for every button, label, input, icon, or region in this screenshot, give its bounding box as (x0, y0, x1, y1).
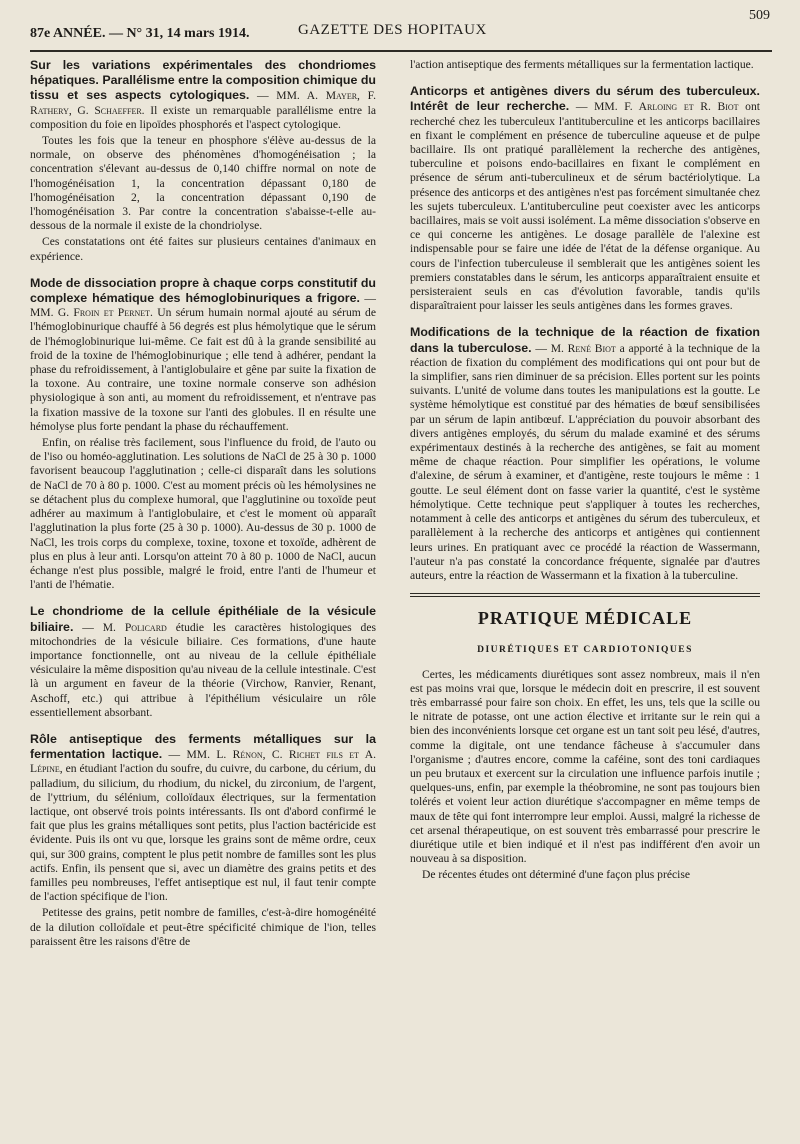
issue-line: 87e ANNÉE. — N° 31, 14 mars 1914. (30, 26, 250, 41)
author-dash: — (359, 292, 376, 306)
article-text: Il existe un remarquable parallélisme entre la composition du foie en lipoïdes phosphorés et l'aspect cytologique. (30, 103, 376, 131)
article-block (410, 84, 760, 313)
article-title: Mode de dissociation propre à chaque corps constitutif du complexe hématique des hémoglobinuriques a frigore. (30, 275, 376, 306)
paragraph: l'action antiseptique des ferments métalliques sur la fermentation lactique. (410, 58, 754, 71)
journal-title: GAZETTE DES HOPITAUX (298, 22, 487, 38)
author-dash: — (73, 620, 103, 634)
article-title: Modifications de la technique de la réaction de fixation dans la tuberculose. (410, 325, 760, 355)
page-number: 509 (749, 8, 770, 23)
paragraph: Ces constatations ont été faites sur plusieurs centaines d'animaux en expérience. (30, 235, 376, 263)
article-spacer (30, 266, 376, 276)
article-spacer (30, 722, 376, 732)
right-column (410, 58, 760, 885)
article-spacer (410, 74, 760, 84)
article-block (30, 276, 376, 434)
article-authors: M. Policard (102, 620, 167, 634)
paragraph: Certes, les médicaments diurétiques sont assez nombreux, mais il n'en est pas moins vrai que, lorsque le médecin doit en prescrire, il est souvent très embarrassé pour faire son choix. En effet, les uns, tels que la scille ou le nitrate de potasse, ont une action élective et irritante sur le rein qui a bien des inconvénients lorsque cet organe est un tant soit peu lésé, d'autres, comme la digitale, ont une tendance fâcheuse à s'accumuler dans l'organisme ; d'autres encore, comme la caféine, sont des toni cardiaques un peu brutaux et exercent sur la circulation une influence parfois inutile ; quelques-uns, enfin, par exemple la théobromine, ne sont pas toujours bien tolérés et voient leur action diurétique s'accompagner en même temps de maux de tête qui font interrompre leur emploi. Aussi, malgré la richesse de cet arsenal thérapeutique, on est souvent très embarrassé pour prescrire le diurétique utile et bien indiqué et il n'est pas indifférent d'en avoir un nouveau à sa disposition. (410, 667, 760, 866)
author-dash: — (531, 341, 551, 355)
paragraph: Petitesse des grains, petit nombre de familles, c'est-à-dire homogénéité de la dilution colloïdale et peut-être spécificité chimique de l'ion, telles paraissent être les raisons d'être de (30, 906, 376, 948)
article-text: en étudiant l'action du soufre, du cuivre, du carbone, du cérium, du palladium, du silicium, du rhodium, du nickel, du zirconium, de l'argent, de l'yttrium, du sélénium, colloïdaux électriques, sur la fermentation lactique, ont observé trois points intéressants. Ils ont d'abord confirmé le fait que plus les grains métalliques sont petits, plus l'action bactéricide est évidente. Puis ils ont vu que, lorsque les grains sont de même ordre, ceux qui, sur 300 grains, comptent le plus petit nombre de familles sont les plus actifs. Enfin, ils pensent que si, avec un diamètre des grains petits et des familles peu nombreuses, l'effet antiseptique est nul, il faut tenir compte de l'action spécifique de l'ion. (30, 762, 376, 904)
article-text: ont recherché chez les tuberculeux l'antituberculine et les anticorps bacillaires en fixant le complément en présence de tuberculine aqueuse et de pulpe bacillaire. Ils ont pratiqué parallèlement la recherche des antigènes, tuberculine et poisons endo-bacillaires en fixant le complément en présence de sérum anti-tuberculineux et de sérum bactériolytique. La présence des anticorps et des antigènes n'est pas forcément simultanée chez les sujets tuberculeux. L'antituberculine peut coexister avec les anticorps bacillaires, mais se voit aussi isolément. La même dissociation s'observe en ce qui concerne les antigènes. Le dosage parallèle de l'alexine est indispensable pour se faire une idée de l'état de la défense organique. Au cours de l'infection tuberculeuse il semblerait que les antigènes soient les premiers constatables dans le sérum, les anticorps apparaîtraient ensuite et persisteraient seuls en cas d'évolution favorable, tandis qu'ils disparaîtraient pour laisser les seuls antigènes dans les formes graves. (410, 100, 760, 313)
article-authors: MM. G. Froin et Pernet. (30, 306, 153, 320)
left-column (30, 58, 376, 951)
article-authors: MM. L. Rénon, C. Richet fils et A. Lépine, (30, 748, 377, 776)
author-dash: — (249, 89, 277, 103)
article-spacer (30, 594, 376, 604)
section-divider (410, 593, 760, 597)
subsection-title: DIURÉTIQUES ET CARDIOTONIQUES (477, 645, 693, 656)
article-authors: MM. F. Arloing et R. Biot (594, 100, 739, 114)
paragraph: Enfin, on réalise très facilement, sous l'influence du froid, de l'auto ou de l'iso ou homéo-agglutination. Les solutions de NaCl de 25 à 30 p. 1000 favorisent beaucoup l'agglutination ; celle-ci disparaît dans les solutions de NaCl de 70 à 80 p. 1000. C'est au moment précis où les hémolysines ne se détachent plus du complexe humoral, que l'agglutinine ou toxoïde peut adhérer au maximum à l'antiglobulaire, et c'est le moment où apparaît l'agglutination la plus forte (25 à 30 p. 1000). Au-dessus de 30 p. 1000 de NaCl, les trois corps du complexe, toxine, toxone et toxoïde, adhèrent de plus en plus à leur anti. Lorsqu'on atteint 70 à 80 p. 1000 de NaCl, aucun échange n'est plus possible, malgré le froid, entre l'anti de l'humeur et l'anti de l'hématie. (30, 436, 376, 592)
page-header (30, 8, 770, 42)
article-title: Le chondriome de la cellule épithéliale de la vésicule biliaire. (30, 604, 376, 634)
article-authors: MM. A. Mayer, F. Rathery, G. Schaeffer. (30, 89, 377, 117)
article-authors: M. René Biot (550, 341, 616, 355)
author-dash: — (569, 100, 595, 114)
article-text: a apporté à la technique de la réaction de fixation du complément des modifications qui ont pour but de la simplifier, sans rien diminuer de sa précision. Elles portent sur les points suivants. L'unité de volume dans toutes les manipulations est la goutte. Le système hémolytique est constitué par des hématies de bœuf sensibilisées par un sérum de lapin antibœuf. L'appréciation du pouvoir absorbant des divers antigènes employés, du sérum du malade examiné et des sérums expérimentaux destinés à la recherche des antigènes, se fait au moment même de chaque réaction. Pour simplifier les opérations, le volume d'alexine, de sérum à examiner, et d'antigène, reste toujours le même : 1 goutte. Le seul élément dont on fasse varier la quantité, c'est le système hémolytique. Cette technique peut s'appliquer à toutes les recherches, notamment à celle des anticorps et antigènes du sérum des tuberculeux, et parallèlement à la recherche des anticorps et antigènes qui contiennent leurs urines. En pratiquant avec ce procédé la réaction de Wassermann, l'auteur n'a pas constaté la concordance fréquente, signalée par d'autres auteurs, entre la réaction de Wassermann et la fixation à la tuberculine. (410, 341, 760, 582)
article-title: Sur les variations expérimentales des chondriomes hépatiques. Parallélisme entre la composition chimique du tissu et ses aspects cytologiques. (30, 58, 376, 103)
author-dash: — (162, 748, 187, 762)
article-block (30, 58, 376, 132)
paragraph: De récentes études ont déterminé d'une façon plus précise (422, 868, 690, 882)
article-title: Anticorps et antigènes divers du sérum des tuberculeux. Intérêt de leur recherche. (410, 84, 760, 114)
article-block (30, 604, 376, 720)
header-rule (30, 50, 772, 52)
article-text: Un sérum humain normal ajouté au sérum de l'hémoglobinurique chauffé à 56 degrés est plus hémolytique que le sérum de l'hémoglobinurique lui-même. Ce fait est dû à la grande sensibilité au froid de la toxine de l'hémoglobinurique ; elle tend à adhérer, pendant la phase du refroidissement, à l'antiglobulaire et gêne par suite la fixation de la toxone. Au contraire, une toxine normale conserve son adhésion physiologique à son anti, au moment du refroidissement, et n'entrave pas la fixation massive de la toxone sur l'anti des globules. Il en résulte une hémolyse plus forte pendant la phase du réchauffement. (30, 306, 376, 433)
article-text: étudie les caractères histologiques des mitochondries de la vésicule biliaire. Ces formations, d'une haute importance fonctionnelle, ont au niveau de la cellule épithéliale vésiculaire la même disposition qu'au niveau de la cellule intestinale. C'est là un argument en faveur de la théorie (Virchow, Ranvier, Renant, Aschoff, etc.) qui attribue à l'épithélium vésiculaire un rôle essentiellement absorbant. (30, 620, 377, 719)
section-title: PRATIQUE MÉDICALE (477, 608, 693, 629)
article-spacer (410, 315, 760, 325)
article-title: Rôle antiseptique des ferments métalliques sur la fermentation lactique. (30, 731, 376, 762)
paragraph: Toutes les fois que la teneur en phosphore s'élève au-dessus de la normale, on observe des phénomènes d'homogénéisation ; la concentration s'élevant au-dessus de 0,140 chiffre normal on note de l'homogénéisation 1, la concentration dépassant 0,180 de l'homogénéisation 2, la concentration dépassant 0,190 de l'homogénéisation 3. Par contre la concentration s'abaisse-t-elle au-dessous de la normale il existe de la chondriolyse. (30, 134, 376, 233)
space (167, 621, 176, 634)
article-block (30, 732, 376, 904)
article-block (410, 325, 760, 583)
